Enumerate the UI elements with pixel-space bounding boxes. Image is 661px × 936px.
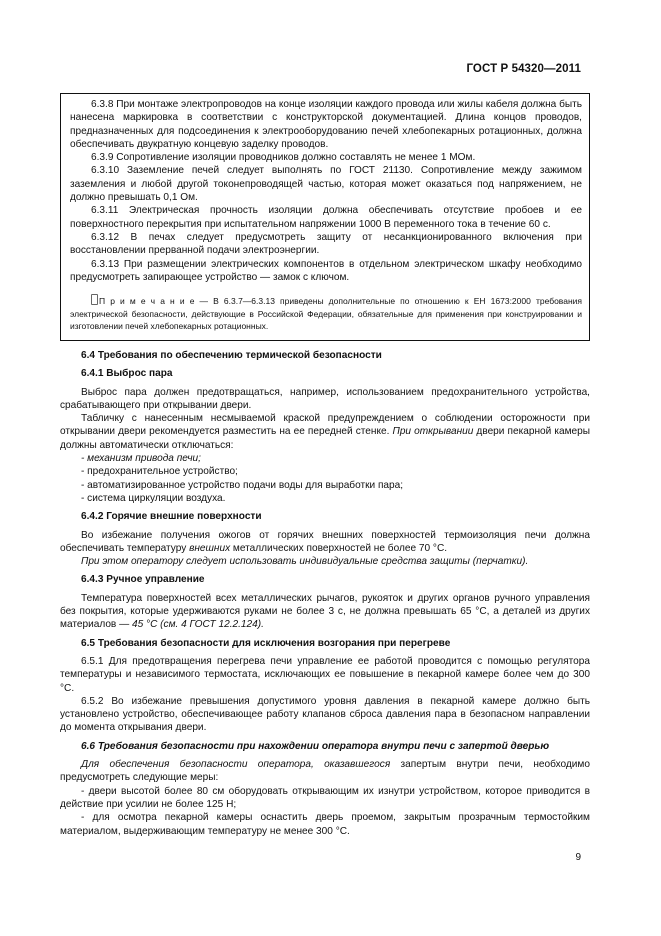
text-run: запертым внутри печи, необходимо предусмотреть следующие меры: xyxy=(60,759,590,784)
list-item: - система циркуляции воздуха. xyxy=(81,492,226,504)
framed-insert xyxy=(60,93,590,341)
list-item: - предохранительное устройство; xyxy=(81,466,238,478)
page-number: 9 xyxy=(575,852,581,863)
clause-6-3-11: 6.3.11 Электрическая прочность изоляции должна обеспечивать отсутствие пробоев и ее поверхностного перекрытия при испытательном напряжении 1000 В переменного тока в течение 60 с. xyxy=(70,205,582,230)
clause-6-4-2-title: 6.4.2 Горячие внешние поверхности xyxy=(81,511,262,523)
clause-6-4-2-p2: При этом оператору следует использовать индивидуальные средства защиты (перчатки). xyxy=(81,556,529,568)
list-item: - автоматизированное устройство подачи воды для выработки пара; xyxy=(81,479,404,491)
clause-6-4-3-p1 xyxy=(60,592,590,632)
clause-6-3-9: 6.3.9 Сопротивление изоляции проводников должно составлять не менее 1 МОм. xyxy=(91,152,476,164)
clause-6-5-2: 6.5.2 Во избежание превышения допустимого уровня давления в пекарной камере должно быть установлено устройство, обеспечивающее работу клапанов сброса давления пара в безопасном направлении до момента открывания двери. xyxy=(60,695,590,734)
marker-icon xyxy=(91,294,98,305)
text-run: Температура поверхностей всех металлических рычагов, рукояток и других органов ручного управления без покрытия, которые удерживаются руками не более 3 с, не должна превышать 65 °С, а деталей из других материалов — xyxy=(60,592,590,631)
clause-6-4-3-title: 6.4.3 Ручное управление xyxy=(81,574,205,586)
text-run: Во избежание получения ожогов от горячих внешних поверхностей термоизоляция печи должна обеспечивать температуру xyxy=(60,529,590,554)
text-run-italic: 45 °С (см. 4 ГОСТ 12.2.124). xyxy=(132,619,264,631)
section-6-4-title: 6.4 Требования по обеспечению термической безопасности xyxy=(81,350,382,361)
clause-6-3-8: 6.3.8 При монтаже электропроводов на конце изоляции каждого провода или жилы кабеля должна быть нанесена маркировка в соответствии с конструкторской документацией. Длина концов проводов, предназначенных для подсоединения к электрооборудованию печей хлебопекарных ротационных, должна обеспечивать двукратную концевую заделку проводов. xyxy=(70,99,582,150)
clause-6-3-10: 6.3.10 Заземление печей следует выполнять по ГОСТ 21130. Сопротивление между зажимом заземления и любой другой токонепроводящей частью, которая может оказаться под напряжением, не должно превышать 0,1 Ом. xyxy=(70,165,582,204)
section-6-5-title: 6.5 Требования безопасности для исключения возгорания при перегреве xyxy=(81,637,451,649)
clause-6-3-13: 6.3.13 При размещении электрических компонентов в отдельном электрическом шкафу необходимо предусмотреть запирающее устройство — замок с ключом. xyxy=(70,258,582,283)
clause-6-4-1-p2 xyxy=(60,412,590,452)
clause-6-4-1-title: 6.4.1 Выброс пара xyxy=(81,368,173,380)
text-run-italic: внешних xyxy=(189,542,231,554)
text-run: Табличку с нанесенным несмываемой краской предупреждением о соблюдении осторожности при открывании двери рекомендуется разместить на ее передней стенке. xyxy=(60,413,590,438)
note xyxy=(70,294,582,332)
clause-6-4-2-p1 xyxy=(60,529,590,556)
clause-6-4-1-p1: Выброс пара должен предотвращаться, например, использованием предохранительного устройства, срабатывающего при открывании двери. xyxy=(60,386,590,411)
text-run-italic: При открывании xyxy=(392,426,474,438)
section-6-6-p1 xyxy=(60,758,590,785)
clause-6-5-1: 6.5.1 Для предотвращения перегрева печи управление ее работой проводится с помощью регулятора температуры и независимого термостата, исключающих ее повышение в пекарной камере более чем до 300 °С. xyxy=(60,655,590,694)
text-run: металлических поверхностей не более 70 °С. xyxy=(230,542,448,554)
text-run-italic: Для обеспечения безопасности оператора, оказавшегося xyxy=(81,759,391,771)
note-text: — В 6.3.7—6.3.13 приведены дополнительные по отношению к ЕН 1673:2000 требования электрической безопасности, действующие в Российской Федерации, обязательные для применения при конструировании и изготовлении печей хлебопекарных ротационных. xyxy=(70,296,582,331)
document-header: ГОСТ Р 54320—2011 xyxy=(466,63,581,75)
list-item: - механизм привода печи; xyxy=(81,453,201,465)
list-item: - для осмотра пекарной камеры оснастить дверь проемом, закрытым прозрачным термостойким материалом, выдерживающим температуру не менее 300 °С. xyxy=(60,812,590,837)
section-6-6-title: 6.6 Требования безопасности при нахождении оператора внутри печи с запертой дверью xyxy=(81,740,550,752)
text-run: двери пекарной камеры должны автоматически отключаться: xyxy=(60,426,590,451)
clause-6-3-12: 6.3.12 В печах следует предусмотреть защиту от несанкционированного включения при восстановлении прерванной подачи электроэнергии. xyxy=(70,231,582,257)
list-item: - двери высотой более 80 см оборудовать открывающим их изнутри устройством, которое приводится в действие при усилии не более 125 Н; xyxy=(60,785,590,810)
main-content xyxy=(60,349,590,838)
note-label: П р и м е ч а н и е xyxy=(99,296,195,307)
